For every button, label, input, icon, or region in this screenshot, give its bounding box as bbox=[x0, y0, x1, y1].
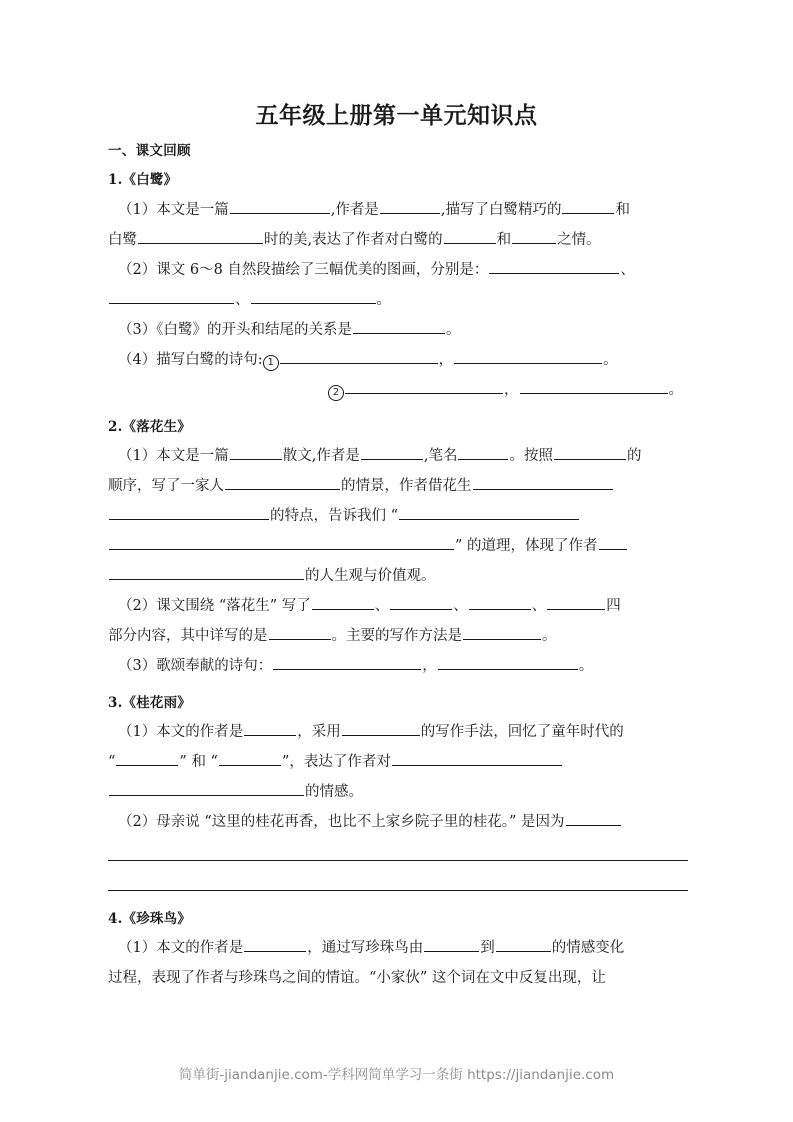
fill-blank[interactable] bbox=[273, 654, 421, 670]
text-run: 。 bbox=[603, 351, 618, 368]
lesson-title-1: 《白鹭》 bbox=[122, 172, 178, 189]
text-run: 。 bbox=[376, 291, 391, 308]
text-run: 本文是一篇 bbox=[156, 201, 229, 218]
text-run: 。 bbox=[445, 321, 461, 338]
lesson2-item2-line2 bbox=[108, 621, 688, 651]
text-run: 的情景，作者借花生 bbox=[341, 477, 472, 494]
text-run: 、 bbox=[374, 597, 390, 614]
text-run: 。 bbox=[542, 627, 557, 644]
fill-blank[interactable] bbox=[438, 654, 578, 670]
fill-blank[interactable] bbox=[109, 564, 304, 580]
lesson3-item1-line2 bbox=[108, 747, 688, 777]
text-run: 、 bbox=[235, 291, 250, 308]
lesson1-item2-line2 bbox=[108, 285, 688, 315]
text-run: 。按照 bbox=[509, 447, 553, 464]
fill-blank[interactable] bbox=[116, 750, 178, 766]
text-run: 、 bbox=[620, 261, 635, 278]
fill-blank[interactable] bbox=[342, 720, 420, 736]
text-run: 课文 6～8 自然段描绘了三幅优美的图画，分别是： bbox=[156, 261, 489, 278]
fill-blank[interactable] bbox=[230, 444, 282, 460]
fill-blank[interactable] bbox=[280, 348, 438, 364]
fill-blank[interactable] bbox=[496, 936, 551, 952]
fill-blank[interactable] bbox=[454, 348, 602, 364]
lesson1-item1-line2 bbox=[108, 225, 688, 255]
text-run: 课文围绕 “落花生” 写了 bbox=[156, 597, 311, 614]
fill-blank[interactable] bbox=[469, 594, 531, 610]
lesson1-item4-line2 bbox=[108, 375, 688, 405]
text-run: ,笔名 bbox=[423, 447, 458, 464]
fill-blank[interactable] bbox=[109, 288, 234, 304]
text-run: “ bbox=[108, 754, 116, 770]
fill-blank[interactable] bbox=[251, 288, 376, 304]
text-run: ， bbox=[438, 351, 454, 368]
fill-blank[interactable] bbox=[562, 198, 614, 214]
fill-blank[interactable] bbox=[554, 444, 626, 460]
text-run: ，采用 bbox=[297, 724, 341, 740]
lesson1-item1-line1 bbox=[108, 195, 688, 225]
fill-blank[interactable] bbox=[390, 594, 452, 610]
fill-blank[interactable] bbox=[312, 594, 374, 610]
item-marker: （1） bbox=[118, 447, 157, 464]
lesson-index-4: 4. bbox=[108, 911, 123, 927]
text-run: 本文的作者是 bbox=[156, 724, 244, 740]
fill-blank[interactable] bbox=[109, 504, 269, 520]
fill-blank[interactable] bbox=[547, 594, 605, 610]
fill-blank[interactable] bbox=[109, 780, 304, 796]
fill-blank[interactable] bbox=[230, 198, 330, 214]
answer-ruled-line[interactable] bbox=[108, 837, 688, 867]
item-marker: （1） bbox=[118, 940, 157, 957]
circled-number-1: 1 bbox=[263, 355, 279, 371]
fill-blank[interactable] bbox=[392, 750, 562, 766]
fill-blank[interactable] bbox=[512, 228, 556, 244]
lesson-index-2: 2. bbox=[108, 418, 123, 435]
lesson4-item1-line1 bbox=[108, 933, 688, 963]
fill-blank[interactable] bbox=[361, 444, 423, 460]
lesson3-item1-line1 bbox=[108, 717, 688, 747]
text-run: 本文的作者是 bbox=[156, 940, 244, 957]
fill-blank[interactable] bbox=[269, 624, 331, 640]
text-run: 顺序，写了一家人 bbox=[108, 477, 224, 494]
text-run: 过程，表现了作者与珍珠鸟之间的情谊。“小家伙” 这个词在文中反复出现，让 bbox=[108, 970, 606, 987]
text-run: 的特点，告诉我们 “ bbox=[270, 507, 399, 524]
fill-blank[interactable] bbox=[566, 810, 621, 826]
text-run: 部分内容，其中详写的是 bbox=[108, 627, 268, 644]
fill-blank[interactable] bbox=[599, 534, 627, 550]
item-marker: （4） bbox=[118, 351, 157, 368]
text-run: ” 的道理，体现了作者 bbox=[455, 537, 598, 554]
lesson3-item2-line1 bbox=[108, 807, 688, 837]
lesson3-item1-line3 bbox=[108, 777, 688, 807]
lesson2-item1-line5 bbox=[108, 561, 688, 591]
lesson4-item1-line2 bbox=[108, 963, 688, 993]
item-marker: （3） bbox=[118, 657, 157, 674]
fill-blank[interactable] bbox=[345, 378, 503, 394]
lesson2-item2-line1 bbox=[108, 591, 688, 621]
fill-blank[interactable] bbox=[353, 318, 445, 334]
page-footer: 简单街-jiandanjie.com-学科网简单学习一条街 https://jiandanjie.com bbox=[178, 1067, 615, 1083]
text-run: ” 和 “ bbox=[179, 754, 218, 770]
text-run: 母亲说 “这里的桂花再香，也比不上家乡院子里的桂花。” 是因为 bbox=[156, 814, 565, 830]
lesson-heading-2 bbox=[108, 417, 688, 437]
lesson-title-2: 《落花生》 bbox=[122, 418, 191, 435]
item-marker: （1） bbox=[118, 201, 157, 218]
fill-blank[interactable] bbox=[380, 198, 440, 214]
text-run: ， bbox=[422, 657, 437, 674]
answer-ruled-line[interactable] bbox=[108, 867, 688, 897]
item-marker: （3） bbox=[118, 321, 157, 338]
text-run: 之情。 bbox=[557, 231, 601, 248]
text-run: 、 bbox=[453, 597, 468, 614]
fill-blank[interactable] bbox=[138, 228, 263, 244]
fill-blank[interactable] bbox=[473, 474, 613, 490]
fill-blank[interactable] bbox=[244, 720, 296, 736]
lesson-heading-1 bbox=[108, 170, 688, 190]
item-marker: （2） bbox=[118, 261, 157, 278]
text-run: 歌颂奉献的诗句： bbox=[156, 657, 273, 674]
lesson-title-3: 《桂花雨》 bbox=[122, 694, 191, 711]
fill-blank[interactable] bbox=[489, 258, 619, 274]
text-run: ，通过写珍珠鸟由 bbox=[307, 940, 424, 957]
text-run: 和 bbox=[496, 231, 512, 248]
circled-number-2: 2 bbox=[328, 385, 344, 401]
text-run: 散文,作者是 bbox=[282, 447, 360, 464]
fill-blank[interactable] bbox=[219, 750, 281, 766]
text-run: 的人生观与价值观。 bbox=[305, 567, 436, 584]
lesson1-item3 bbox=[108, 315, 688, 345]
lesson-index-3: 3. bbox=[108, 694, 123, 711]
text-run: 的 bbox=[626, 447, 642, 464]
lesson-heading-3 bbox=[108, 693, 688, 713]
lesson-index-1: 1. bbox=[108, 172, 123, 189]
fill-blank[interactable] bbox=[244, 936, 306, 952]
item-marker: （1） bbox=[118, 724, 157, 740]
lesson2-item1-line2 bbox=[108, 471, 688, 501]
lesson-title-4: 《珍珠鸟》 bbox=[122, 911, 191, 927]
fill-blank[interactable] bbox=[424, 936, 479, 952]
document-body bbox=[108, 141, 688, 993]
text-run: 四 bbox=[606, 597, 621, 614]
text-run: 白鹭 bbox=[108, 231, 137, 248]
text-run: ,作者是 bbox=[330, 201, 379, 218]
lesson2-item1-line4 bbox=[108, 531, 688, 561]
fill-blank[interactable] bbox=[463, 624, 541, 640]
fill-blank[interactable] bbox=[444, 228, 496, 244]
lesson2-item1-line3 bbox=[108, 501, 688, 531]
text-run: 和 bbox=[615, 201, 630, 218]
text-run: 本文是一篇 bbox=[156, 447, 229, 464]
text-run: 。主要的写作方法是 bbox=[331, 627, 462, 644]
text-run: 《白鹭》的开头和结尾的关系是 bbox=[156, 321, 352, 338]
fill-blank[interactable] bbox=[399, 504, 579, 520]
text-run: 时的美,表达了作者对白鹭的 bbox=[264, 231, 443, 248]
text-run: 描写白鹭的诗句: bbox=[156, 351, 263, 368]
item-marker: （2） bbox=[118, 597, 157, 614]
text-run: ,描写了白鹭精巧的 bbox=[440, 201, 562, 218]
text-run: 的情感。 bbox=[305, 784, 363, 800]
fill-blank[interactable] bbox=[458, 444, 508, 460]
text-run: 、 bbox=[531, 597, 547, 614]
section-heading: 一、课文回顾 bbox=[108, 143, 191, 159]
text-run: 的情感变化 bbox=[551, 940, 625, 957]
text-run: 的写作手法，回忆了童年时代的 bbox=[420, 724, 624, 740]
page-title: 五年级上册第一单元知识点 bbox=[255, 102, 538, 129]
text-run: 。 bbox=[578, 657, 594, 674]
text-run: ， bbox=[504, 381, 519, 398]
fill-blank[interactable] bbox=[225, 474, 340, 490]
text-run: 到 bbox=[480, 940, 495, 957]
lesson1-item2-line1 bbox=[108, 255, 688, 285]
lesson2-item1-line1 bbox=[108, 441, 688, 471]
item-marker: （2） bbox=[118, 814, 157, 830]
fill-blank[interactable] bbox=[520, 378, 668, 394]
text-run: 。 bbox=[668, 381, 683, 398]
lesson-heading-4 bbox=[108, 909, 688, 929]
lesson1-item4-line1 bbox=[108, 345, 688, 375]
fill-blank[interactable] bbox=[109, 534, 454, 550]
lesson2-item3 bbox=[108, 651, 688, 681]
text-run: ”，表达了作者对 bbox=[281, 754, 391, 770]
